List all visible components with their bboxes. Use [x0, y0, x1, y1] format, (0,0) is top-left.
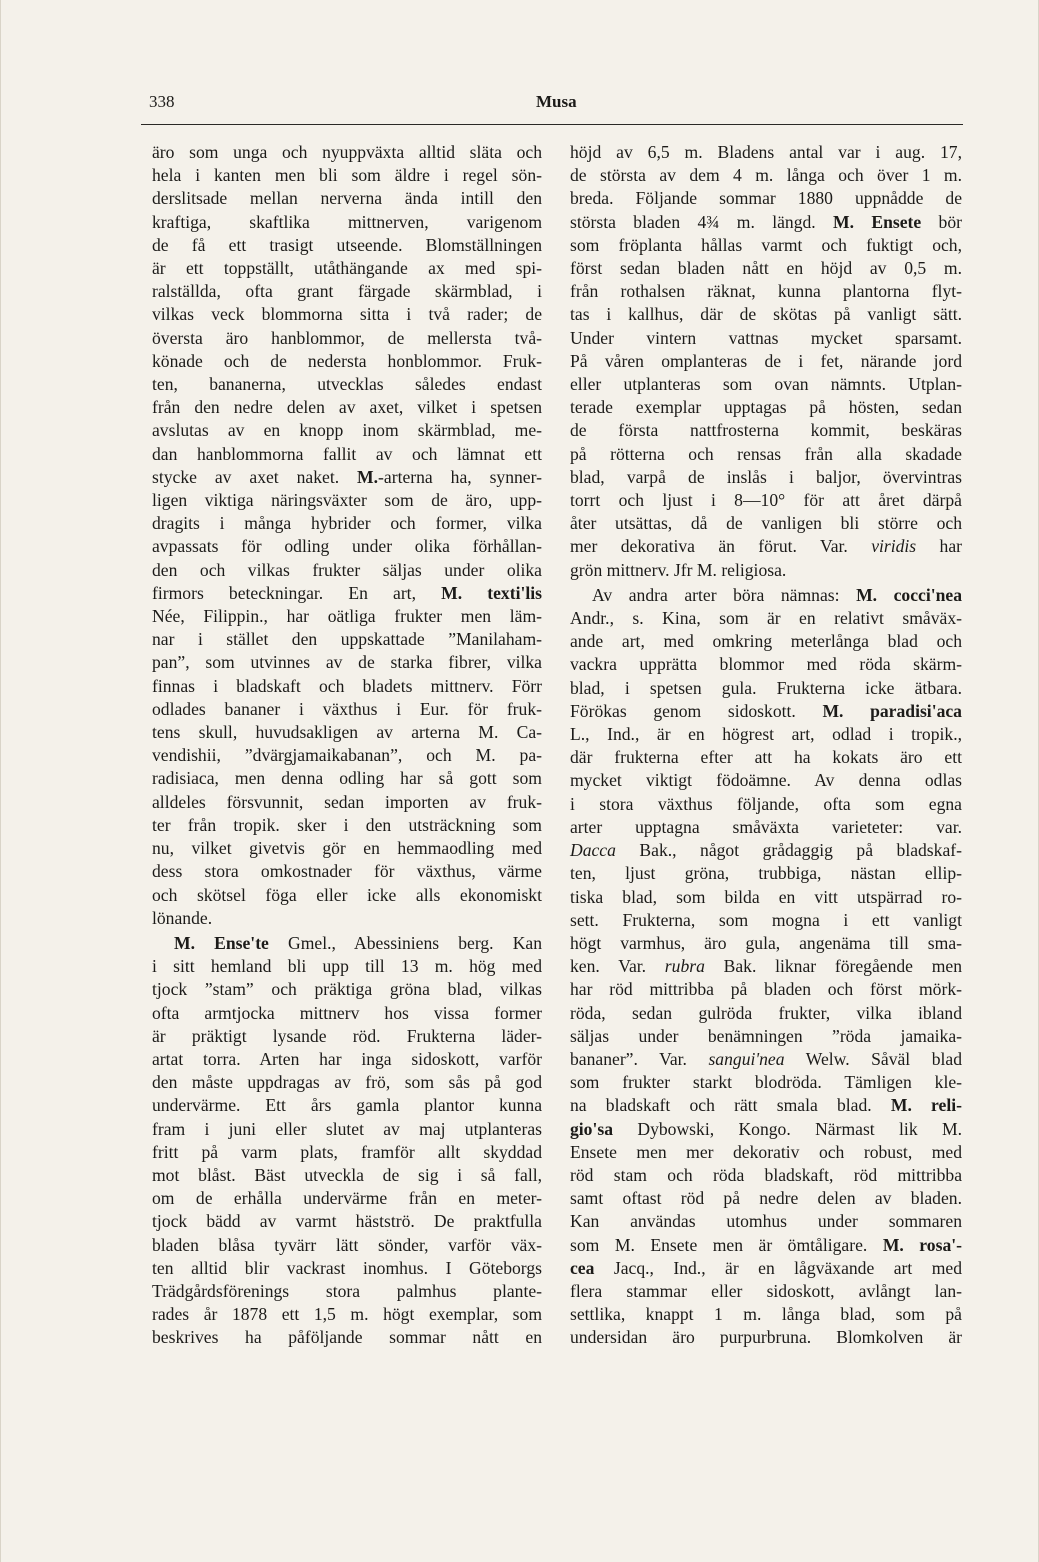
species-name: M. paradisi'aca: [822, 700, 962, 721]
text-line: ralställda, ofta grant färgade skärmblad, i: [152, 281, 542, 302]
text-run: Bak., något grådaggig på bladskaf-: [639, 840, 962, 861]
text-line: [152, 932, 542, 955]
text-line: är präktigt lysande röd. Frukterna läder-: [152, 1025, 542, 1046]
text-line: [570, 584, 962, 607]
text-line: grön mittnerv. Jfr M. religiosa.: [570, 559, 787, 580]
text-run: Welw. Såväl blad: [805, 1048, 962, 1069]
text-run: Gmel., Abessiniens berg. Kan: [288, 932, 543, 953]
text-line: breda. Följande sommar 1880 uppnådde de: [570, 188, 962, 209]
text-line: som fröplanta hållas varmt och fuktigt och,: [570, 234, 962, 255]
text-line: [570, 535, 962, 558]
text-line: På våren omplanteras de i fet, närande jord: [570, 350, 962, 371]
text-line: dess stora omkostnader för växthus, värme: [152, 861, 542, 882]
text-line: tjock ”stam” och präktiga gröna blad, vilkas: [152, 979, 542, 1000]
text-line: rades år 1878 ett 1,5 m. högt exemplar, som: [152, 1304, 542, 1325]
running-title: Musa: [536, 92, 577, 111]
text-line: könade och de nedersta honblommor. Fruk-: [152, 350, 542, 371]
species-name: gio'sa: [570, 1118, 614, 1139]
text-run: -arterna ha, synner-: [378, 466, 542, 487]
text-line: från rothalsen räknat, kunna plantorna flyt-: [570, 281, 962, 302]
text-line: derslitsade mellan nerverna ända intill den: [152, 188, 542, 209]
text-run: bör: [938, 211, 962, 232]
text-line: artat torra. Arten har inga sidoskott, varför: [152, 1048, 542, 1069]
text-line: Under vintern vattnas mycket sparsamt.: [570, 327, 962, 348]
text-line: i stora växthus följande, ofta som egna: [570, 793, 962, 814]
text-line: ten, ljust gröna, trubbiga, nästan ellip-: [570, 863, 962, 884]
text-run: Jacq., Ind., är en lågväxande art med: [613, 1257, 962, 1278]
text-run: mer dekorativa än förut. Var.: [570, 536, 848, 557]
text-line: och skötsel föga eller icke alls ekonomiskt: [152, 884, 542, 905]
text-line: [570, 1118, 962, 1141]
text-line: de få ett trasigt utseende. Blomställningen: [152, 234, 542, 255]
species-name: M. Ense'te: [174, 932, 269, 953]
text-line: har röd mittribba på bladen och först mörk-: [570, 979, 962, 1000]
text-line: blad, i spetsen gula. Frukterna icke ätbara.: [570, 677, 962, 698]
text-line: från den nedre delen av axet, vilket i spetsen: [152, 397, 542, 418]
text-line: finnas i bladskaft och bladets mittnerv. Förr: [152, 675, 542, 696]
text-line: de första nattfrosterna kommit, beskäras: [570, 420, 962, 441]
text-line: lönande.: [152, 907, 213, 928]
text-line: höjd av 6,5 m. Bladens antal var i aug. 17,: [570, 142, 962, 162]
text-line: fritt på varm plats, framför allt skyddad: [152, 1141, 542, 1162]
text-line: ligen viktiga näringsväxter som de äro, upp-: [152, 490, 542, 511]
text-line: vilkas veck blommorna sitta i två rader; de: [152, 304, 542, 325]
text-line: ande art, med omkring meterlånga blad och: [570, 631, 962, 652]
text-line: odlades bananer i växthus i Eur. för fruk-: [152, 698, 542, 719]
text-line: den och vilkas frukter säljas under olika: [152, 559, 542, 580]
text-line: vackra upprätta blommor med röda skärm-: [570, 654, 962, 675]
species-name: cea: [570, 1257, 595, 1278]
text-line: [570, 1257, 962, 1280]
text-line: om de erhålla undervärme från en meter-: [152, 1188, 542, 1209]
text-line: tjock bädd av varmt hästströ. De praktfulla: [152, 1211, 542, 1232]
text-line: flera stammar eller sidoskott, avlångt lan-: [570, 1280, 962, 1301]
paragraph-ensete-cultivation: [570, 141, 962, 582]
variety-name: rubra: [664, 956, 705, 977]
text-line: [152, 466, 542, 489]
text-line: sett. Frukterna, som mogna i ett vanligt: [570, 909, 962, 930]
text-line: [570, 1234, 962, 1257]
text-line: Ensete men mer dekorativ och robust, med: [570, 1141, 962, 1162]
paragraph-other-species: [570, 584, 962, 1350]
text-line: undervärme. Ett års gamla plantor kunna: [152, 1095, 542, 1116]
text-run: har: [939, 536, 962, 557]
text-line: pan”, som utvinnes av de starka fibrer, vilka: [152, 652, 542, 673]
text-line: blad, varpå de inslås i baljor, övervintras: [570, 466, 962, 487]
text-line: [570, 955, 962, 978]
text-line: [570, 211, 962, 234]
text-line: Andr., s. Kina, som är en relativt småväx-: [570, 608, 962, 629]
text-line: radisiaca, men denna odling har så gott som: [152, 768, 542, 789]
text-run: Förökas genom sidoskott.: [570, 700, 796, 721]
text-line: mycket viktigt födoämne. Av denna odlas: [570, 770, 962, 791]
text-line: som frukter starkt blodröda. Tämligen kle-: [570, 1072, 962, 1093]
text-line: torrt och ljust i 8—10° för att året därpå: [570, 490, 962, 511]
text-run: ken. Var.: [570, 956, 647, 977]
text-line: de största av dem 4 m. långa och över 1 m.: [570, 165, 962, 186]
text-line: ofta armtjocka mittnerv hos vissa former: [152, 1002, 542, 1023]
text-line: Kan användas utomhus under sommaren: [570, 1211, 962, 1232]
text-line: avslutas av en knopp inom skärmblad, me-: [152, 420, 542, 441]
text-line: tas i kallhus, där de skötas på vanligt sätt.: [570, 304, 962, 325]
text-line: hela i kanten men bli som äldre i regel sön-: [152, 165, 542, 186]
text-line: ter från tropik. sker i den utsträckning som: [152, 814, 542, 835]
text-line: högt varmhus, äro gula, angenäma till sma-: [570, 932, 962, 953]
text-line: alldeles försvunnit, sedan importen av fruk-: [152, 791, 542, 812]
genus-abbrev: M.: [357, 466, 379, 487]
text-run: Dybowski, Kongo. Närmast lik M.: [637, 1118, 962, 1139]
text-line: terade exemplar upptagas på hösten, sedan: [570, 397, 962, 418]
variety-name: sangui'nea: [708, 1048, 785, 1069]
text-line: [570, 1094, 962, 1117]
page-number: 338: [149, 92, 175, 111]
text-run: bananer”. Var.: [570, 1048, 687, 1069]
variety-name: Dacca: [570, 840, 616, 861]
text-line: röd stam och röda bladskaft, röd mittribba: [570, 1164, 962, 1185]
paragraph-musa-description: [152, 141, 542, 930]
text-run: stycke av axet naket.: [152, 466, 340, 487]
species-name: M. rosa'-: [882, 1234, 962, 1255]
text-line: L., Ind., är en högrest art, odlad i tropik.,: [570, 724, 962, 745]
text-run: största bladen 4¾ m. längd.: [570, 211, 816, 232]
text-run: na bladskaft och rätt smala blad.: [570, 1095, 872, 1116]
text-line: äro som unga och nyuppväxta alltid släta och: [152, 142, 542, 162]
text-line: Trädgårdsförenings stora palmhus plante-: [152, 1280, 542, 1301]
text-line: röda, sedan gulröda frukter, vilka ibland: [570, 1002, 962, 1023]
text-line: mot blåst. Bäst utveckla de sig i så fall,: [152, 1164, 542, 1185]
text-line: den måste uppdragas av frö, som sås på god: [152, 1072, 542, 1093]
text-line: bladen blåsa tyvärr lätt sönder, varför väx-: [152, 1234, 542, 1255]
text-line: undersidan äro purpurbruna. Blomkolven är: [570, 1327, 962, 1348]
left-column: [152, 141, 542, 1350]
text-line: vendishii, ”dvärgjamaikabanan”, och M. pa-: [152, 745, 542, 766]
text-line: [570, 700, 962, 723]
text-line: dan hanblommorna fallit av och lämnat ett: [152, 443, 542, 464]
species-name: M. texti'lis: [441, 582, 542, 603]
text-line: settlika, knappt 1 m. långa blad, som på: [570, 1304, 962, 1325]
running-header: [141, 92, 963, 118]
text-line: [570, 1048, 962, 1071]
text-line: [152, 582, 542, 605]
text-line: tens skull, huvudsakligen av arterna M. Ca-: [152, 722, 542, 743]
text-line: i sitt hemland bli upp till 13 m. hög med: [152, 956, 542, 977]
text-line: är ett toppställt, utåthängande ax med spi-: [152, 258, 542, 279]
text-line: fram i juni eller slutet av maj utplanteras: [152, 1118, 542, 1139]
paragraph-m-ensete: [152, 932, 542, 1350]
text-line: arter upptagna småväxta varieteter: var.: [570, 816, 962, 837]
text-run: Bak. liknar föregående men: [723, 956, 963, 977]
text-line: Née, Filippin., har oätliga frukter men läm-: [152, 606, 542, 627]
header-rule: [141, 124, 963, 125]
text-line: kraftiga, skaftlika mittnerven, varigenom: [152, 211, 542, 232]
text-line: [570, 839, 962, 862]
species-name: M. cocci'nea: [856, 584, 963, 605]
text-line: ten, bananerna, utvecklas således endast: [152, 374, 542, 395]
text-run: Av andra arter böra nämnas:: [592, 584, 840, 605]
text-line: dragits i många hybrider och former, vilka: [152, 513, 542, 534]
species-name: M. Ensete: [833, 211, 922, 232]
text-line: samt oftast röd på nedre delen av bladen.: [570, 1188, 962, 1209]
text-line: nar i stället den uppskattade ”Manilaham-: [152, 629, 542, 650]
text-run: firmors beteckningar. En art,: [152, 582, 416, 603]
text-line: tiska blad, som bilda en vitt utspärrad ro-: [570, 886, 962, 907]
text-line: där frukterna efter att ha kokats äro ett: [570, 747, 962, 768]
text-line: säljas under benämningen ”röda jamaika-: [570, 1025, 962, 1046]
text-line: på rötterna och rensas från alla skadade: [570, 443, 962, 464]
right-column: [570, 141, 962, 1350]
text-line: översta äro hanblommor, de mellersta två-: [152, 327, 542, 348]
text-line: åter utsättas, då de vanligen bli större och: [570, 513, 962, 534]
variety-name: viridis: [871, 536, 917, 557]
text-line: nu, vilket givetvis gör en hemmaodling med: [152, 838, 542, 859]
text-line: eller utplanteras som ovan nämnts. Utplan-: [570, 374, 962, 395]
text-line: först sedan bladen nått en höjd av 0,5 m.: [570, 258, 962, 279]
text-line: ten alltid blir vackrast inomhus. I Göteborgs: [152, 1257, 542, 1278]
text-line: beskrives ha påföljande sommar nått en: [152, 1327, 542, 1348]
text-run: som M. Ensete men är ömtåligare.: [570, 1234, 868, 1255]
species-name: M. reli-: [890, 1095, 962, 1116]
text-line: avpassats för odling under olika förhållan-: [152, 536, 542, 557]
